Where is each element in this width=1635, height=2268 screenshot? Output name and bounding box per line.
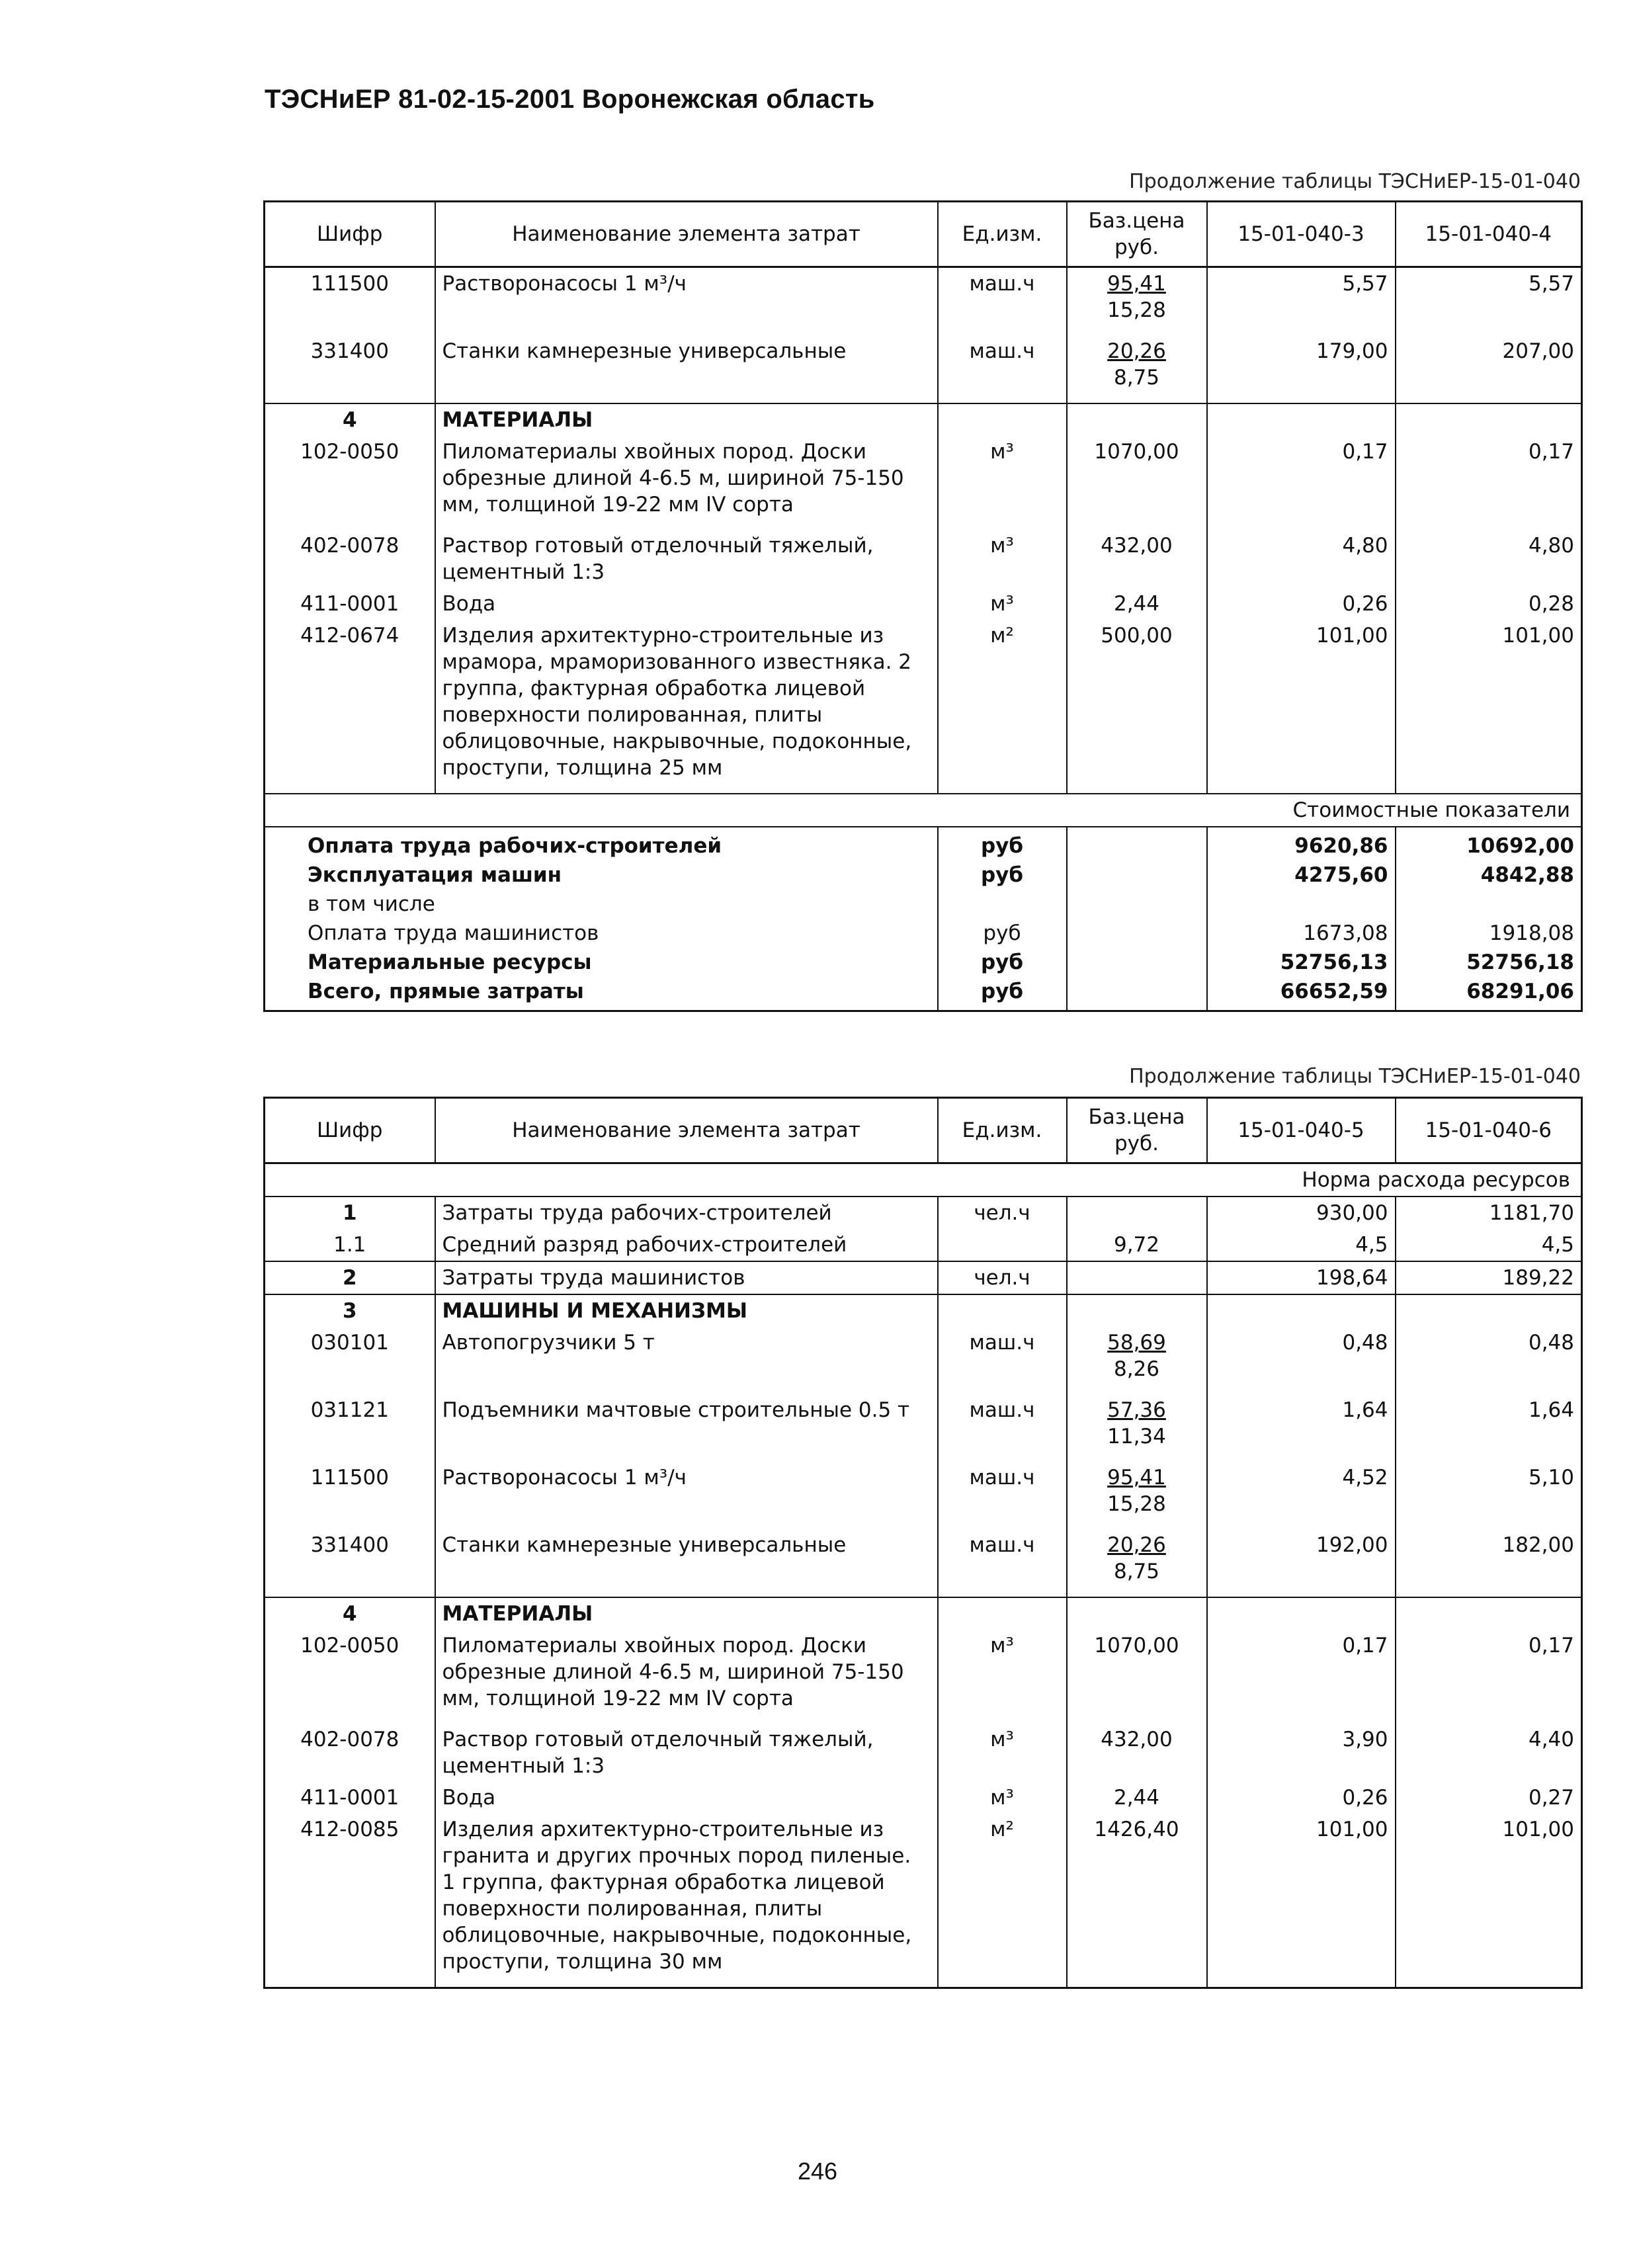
cell-unit: маш.ч [938, 267, 1067, 336]
cell-price [1067, 1261, 1207, 1294]
table-row [265, 1229, 1582, 1261]
cell-price [1067, 827, 1207, 861]
table-caption: Продолжение таблицы ТЭСНиЕР-15-01-040 [1129, 170, 1581, 193]
cell-price: 2,44 [1067, 1782, 1207, 1814]
cell-price [1067, 948, 1207, 977]
cell-price [1067, 1529, 1207, 1597]
summary-label: Оплата труда машинистов [265, 919, 938, 948]
cell-norm-1: 4,52 [1207, 1462, 1396, 1529]
summary-row [265, 948, 1582, 977]
cell-code: 331400 [265, 335, 435, 403]
cell-price: 500,00 [1067, 620, 1207, 794]
summary-value-1: 1673,08 [1207, 919, 1396, 948]
cell-unit [938, 403, 1067, 436]
header-norm-2: 15-01-040-6 [1396, 1098, 1582, 1163]
header-row [265, 202, 1582, 267]
cell-norm-2: 1181,70 [1396, 1197, 1582, 1229]
cell-code: 412-0674 [265, 620, 435, 794]
cell-name: Подъемники мачтовые строительные 0.5 т [435, 1394, 938, 1462]
cell-code: 2 [265, 1261, 435, 1294]
cell-unit: м² [938, 620, 1067, 794]
cell-price: 1426,40 [1067, 1814, 1207, 1988]
price-subvalue: 15,28 [1107, 298, 1166, 322]
cell-code: 031121 [265, 1394, 435, 1462]
cell-norm-1: 179,00 [1207, 335, 1396, 403]
cell-norm-2 [1396, 1294, 1582, 1327]
summary-value-2: 52756,18 [1396, 948, 1582, 977]
cell-norm-2: 4,40 [1396, 1724, 1582, 1782]
cell-unit: м³ [938, 1724, 1067, 1782]
price-value: 20,26 [1107, 1533, 1166, 1557]
cell-name: Автопогрузчики 5 т [435, 1327, 938, 1394]
cell-price [1067, 403, 1207, 436]
cell-code: 331400 [265, 1529, 435, 1597]
cell-unit: чел.ч [938, 1197, 1067, 1229]
cell-price [1067, 267, 1207, 336]
summary-label: Материальные ресурсы [265, 948, 938, 977]
cell-norm-2: 1,64 [1396, 1394, 1582, 1462]
page-number: 246 [797, 2158, 838, 2185]
cell-unit: маш.ч [938, 1529, 1067, 1597]
section-row [265, 1294, 1582, 1327]
cell-price: 432,00 [1067, 1724, 1207, 1782]
band-label: Стоимостные показатели [265, 794, 1582, 827]
cell-unit [938, 1597, 1067, 1630]
cell-norm-2 [1396, 1597, 1582, 1630]
cell-unit: м³ [938, 530, 1067, 588]
header-row [265, 1098, 1582, 1163]
summary-unit: руб [938, 919, 1067, 948]
table-row [265, 1724, 1582, 1782]
cell-name: Пиломатериалы хвойных пород. Доски обрезные длиной 4-6.5 м, шириной 75-150 мм, толщиной 19-22 мм IV сорта [435, 436, 938, 530]
cell-code: 411-0001 [265, 588, 435, 620]
cell-norm-2: 182,00 [1396, 1529, 1582, 1597]
summary-row [265, 977, 1582, 1011]
cell-unit: м³ [938, 1630, 1067, 1724]
cell-name: Раствор готовый отделочный тяжелый, цементный 1:3 [435, 1724, 938, 1782]
cell-price [1067, 1597, 1207, 1630]
cell-unit: маш.ч [938, 1327, 1067, 1394]
cell-unit: м² [938, 1814, 1067, 1988]
cell-price [1067, 890, 1207, 919]
summary-value-1: 4275,60 [1207, 861, 1396, 890]
cell-norm-2: 101,00 [1396, 1814, 1582, 1988]
header-unit: Ед.изм. [938, 202, 1067, 267]
cell-code: 411-0001 [265, 1782, 435, 1814]
cell-code: 1.1 [265, 1229, 435, 1261]
cell-price [1067, 1294, 1207, 1327]
cell-price [1067, 1327, 1207, 1394]
price-subvalue: 8,26 [1113, 1357, 1160, 1381]
cell-code: 402-0078 [265, 1724, 435, 1782]
price-value: 57,36 [1107, 1398, 1166, 1422]
cell-price: 432,00 [1067, 530, 1207, 588]
summary-unit: руб [938, 827, 1067, 861]
header-name: Наименование элемента затрат [435, 1098, 938, 1163]
cell-price [1067, 861, 1207, 890]
cell-unit [938, 1229, 1067, 1261]
cell-code: 030101 [265, 1327, 435, 1394]
cell-norm-2: 207,00 [1396, 335, 1582, 403]
cell-unit: чел.ч [938, 1261, 1067, 1294]
table-row [265, 530, 1582, 588]
cell-price [1067, 1197, 1207, 1229]
cell-unit: маш.ч [938, 335, 1067, 403]
table-row [265, 1814, 1582, 1988]
table-row [265, 335, 1582, 403]
cell-name: Изделия архитектурно-строительные из гранита и других прочных пород пиленые. 1 группа, фактурная обработка лицевой поверхности полированная, плиты облицовочные, накрывочные, подоконные, проступи, толщина 30 мм [435, 1814, 938, 1988]
header-unit: Ед.изм. [938, 1098, 1067, 1163]
cell-unit: м³ [938, 588, 1067, 620]
cell-norm-2: 0,17 [1396, 436, 1582, 530]
section-title: МАТЕРИАЛЫ [435, 403, 938, 436]
summary-unit: руб [938, 948, 1067, 977]
summary-value-1: 52756,13 [1207, 948, 1396, 977]
cell-norm-1: 101,00 [1207, 1814, 1396, 1988]
cell-norm-2: 0,17 [1396, 1630, 1582, 1724]
cell-norm-1: 0,26 [1207, 1782, 1396, 1814]
summary-value-2: 4842,88 [1396, 861, 1582, 890]
summary-label: Всего, прямые затраты [265, 977, 938, 1011]
cell-name: Растворонасосы 1 м³/ч [435, 267, 938, 336]
cell-unit: м³ [938, 1782, 1067, 1814]
table-caption: Продолжение таблицы ТЭСНиЕР-15-01-040 [1129, 1065, 1581, 1088]
table-row [265, 1782, 1582, 1814]
cell-name: Растворонасосы 1 м³/ч [435, 1462, 938, 1529]
cell-code: 4 [265, 403, 435, 436]
cell-norm-1: 930,00 [1207, 1197, 1396, 1229]
table-row [265, 1197, 1582, 1229]
cell-norm-2: 0,27 [1396, 1782, 1582, 1814]
cell-name: Раствор готовый отделочный тяжелый, цементный 1:3 [435, 530, 938, 588]
cell-norm-1: 0,17 [1207, 1630, 1396, 1724]
cell-norm-1: 4,80 [1207, 530, 1396, 588]
cell-norm-1: 5,57 [1207, 267, 1396, 336]
cell-price: 9,72 [1067, 1229, 1207, 1261]
price-value: 95,41 [1107, 272, 1166, 296]
cell-price [1067, 1394, 1207, 1462]
summary-label: Эксплуатация машин [265, 861, 938, 890]
summary-unit: руб [938, 977, 1067, 1011]
cell-norm-2: 5,57 [1396, 267, 1582, 336]
table-row [265, 267, 1582, 336]
summary-row [265, 861, 1582, 890]
cell-norm-1: 0,26 [1207, 588, 1396, 620]
cell-norm-1: 0,48 [1207, 1327, 1396, 1394]
cell-code: 4 [265, 1597, 435, 1630]
section-title: МАШИНЫ И МЕХАНИЗМЫ [435, 1294, 938, 1327]
section-row [265, 1597, 1582, 1630]
cell-price: 1070,00 [1067, 1630, 1207, 1724]
cell-code: 412-0085 [265, 1814, 435, 1988]
price-value: 20,26 [1107, 339, 1166, 363]
summary-label: Оплата труда рабочих-строителей [265, 827, 938, 861]
cell-name: Пиломатериалы хвойных пород. Доски обрезные длиной 4-6.5 м, шириной 75-150 мм, толщиной 19-22 мм IV сорта [435, 1630, 938, 1724]
summary-unit: руб [938, 861, 1067, 890]
cell-norm-1: 192,00 [1207, 1529, 1396, 1597]
cell-name: Затраты труда машинистов [435, 1261, 938, 1294]
price-value: 95,41 [1107, 1466, 1166, 1490]
table-row [265, 1327, 1582, 1394]
header-price: Баз.цена руб. [1067, 1098, 1207, 1163]
band-label: Норма расхода ресурсов [265, 1163, 1582, 1197]
summary-value-2 [1396, 890, 1582, 919]
cell-name: Вода [435, 588, 938, 620]
cell-norm-1: 101,00 [1207, 620, 1396, 794]
header-norm-2: 15-01-040-4 [1396, 202, 1582, 267]
cell-norm-1: 1,64 [1207, 1394, 1396, 1462]
cell-norm-1: 4,5 [1207, 1229, 1396, 1261]
cell-norm-2: 101,00 [1396, 620, 1582, 794]
cell-price [1067, 977, 1207, 1011]
cell-price: 1070,00 [1067, 436, 1207, 530]
price-subvalue: 8,75 [1113, 1560, 1160, 1583]
summary-label: в том числе [265, 890, 938, 919]
cell-unit [938, 1294, 1067, 1327]
cell-code: 111500 [265, 267, 435, 336]
cell-norm-2: 0,28 [1396, 588, 1582, 620]
cell-norm-2: 5,10 [1396, 1462, 1582, 1529]
table-row [265, 588, 1582, 620]
cell-code: 3 [265, 1294, 435, 1327]
estimate-table-2 [263, 1097, 1583, 1989]
price-subvalue: 8,75 [1113, 366, 1160, 390]
cell-norm-2: 189,22 [1396, 1261, 1582, 1294]
header-norm-1: 15-01-040-5 [1207, 1098, 1396, 1163]
cell-code: 1 [265, 1197, 435, 1229]
table-row [265, 436, 1582, 530]
table-row [265, 1394, 1582, 1462]
price-subvalue: 11,34 [1107, 1425, 1166, 1449]
cell-unit: маш.ч [938, 1394, 1067, 1462]
table-row [265, 620, 1582, 794]
summary-value-1 [1207, 890, 1396, 919]
cell-name: Станки камнерезные универсальные [435, 335, 938, 403]
cell-unit: маш.ч [938, 1462, 1067, 1529]
cell-code: 111500 [265, 1462, 435, 1529]
cell-norm-1: 198,64 [1207, 1261, 1396, 1294]
band-row [265, 1163, 1582, 1197]
header-price: Баз.цена руб. [1067, 202, 1207, 267]
header-code: Шифр [265, 202, 435, 267]
section-title: МАТЕРИАЛЫ [435, 1597, 938, 1630]
header-norm-1: 15-01-040-3 [1207, 202, 1396, 267]
summary-value-2: 10692,00 [1396, 827, 1582, 861]
summary-unit [938, 890, 1067, 919]
price-subvalue: 15,28 [1107, 1492, 1166, 1516]
cell-norm-2: 0,48 [1396, 1327, 1582, 1394]
document-title: ТЭСНиЕР 81-02-15-2001 Воронежская область [265, 85, 875, 114]
cell-norm-1 [1207, 403, 1396, 436]
cell-name: Изделия архитектурно-строительные из мрамора, мраморизованного известняка. 2 группа, фактурная обработка лицевой поверхности полированная, плиты облицовочные, накрывочные, подоконные, проступи, толщина 25 мм [435, 620, 938, 794]
table-row [265, 1462, 1582, 1529]
cell-name: Вода [435, 1782, 938, 1814]
cell-price [1067, 1462, 1207, 1529]
table-row [265, 1261, 1582, 1294]
summary-row [265, 827, 1582, 861]
cell-code: 102-0050 [265, 436, 435, 530]
cell-norm-1: 3,90 [1207, 1724, 1396, 1782]
summary-value-1: 66652,59 [1207, 977, 1396, 1011]
section-row [265, 403, 1582, 436]
price-value: 58,69 [1107, 1331, 1166, 1355]
estimate-table-1 [263, 200, 1583, 1012]
cell-code: 402-0078 [265, 530, 435, 588]
cell-norm-2: 4,5 [1396, 1229, 1582, 1261]
summary-row [265, 890, 1582, 919]
header-code: Шифр [265, 1098, 435, 1163]
cell-name: Средний разряд рабочих-строителей [435, 1229, 938, 1261]
summary-value-1: 9620,86 [1207, 827, 1396, 861]
cell-unit: м³ [938, 436, 1067, 530]
cell-price: 2,44 [1067, 588, 1207, 620]
table-row [265, 1630, 1582, 1724]
band-row [265, 794, 1582, 827]
summary-row [265, 919, 1582, 948]
cell-code: 102-0050 [265, 1630, 435, 1724]
summary-value-2: 68291,06 [1396, 977, 1582, 1011]
cell-name: Станки камнерезные универсальные [435, 1529, 938, 1597]
cell-price [1067, 919, 1207, 948]
cell-norm-2: 4,80 [1396, 530, 1582, 588]
cell-norm-1 [1207, 1597, 1396, 1630]
cell-name: Затраты труда рабочих-строителей [435, 1197, 938, 1229]
cell-norm-1: 0,17 [1207, 436, 1396, 530]
cell-norm-2 [1396, 403, 1582, 436]
cell-norm-1 [1207, 1294, 1396, 1327]
summary-value-2: 1918,08 [1396, 919, 1582, 948]
header-name: Наименование элемента затрат [435, 202, 938, 267]
table-row [265, 1529, 1582, 1597]
cell-price [1067, 335, 1207, 403]
